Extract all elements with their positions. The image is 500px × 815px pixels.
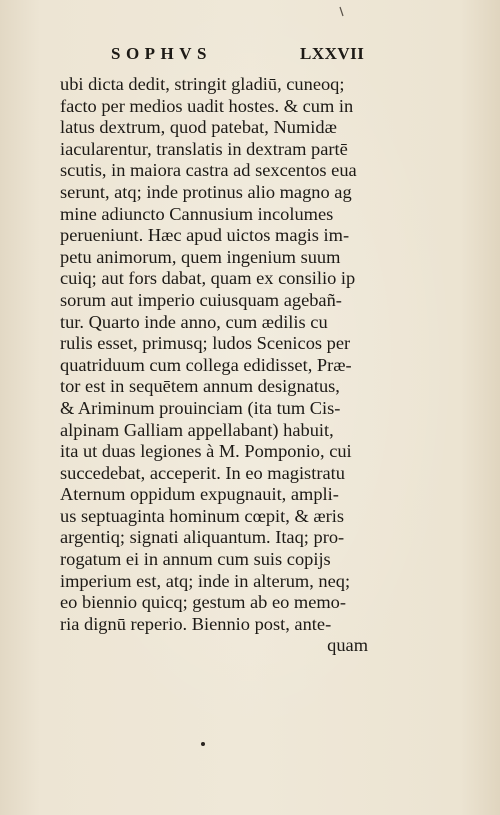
text-line: quatriduum cum collega edidisset, Præ- — [60, 354, 352, 375]
text-line: iacularentur, translatis in dextram partē — [60, 138, 348, 159]
text-line: & Ariminum prouinciam (ita tum Cis- — [60, 397, 341, 418]
text-line: facto per medios uadit hostes. & cum in — [60, 95, 354, 116]
text-line: perueniunt. Hæc apud uictos magis im- — [60, 225, 350, 246]
text-line: alpinam Galliam appellabant) habuit, — [60, 419, 334, 440]
body-text — [60, 74, 368, 657]
text-line: sorum aut imperio cuiusquam agebañ- — [60, 289, 342, 310]
text-line: eo biennio quicq; gestum ab eo memo- — [60, 592, 347, 613]
text-line: Aternum oppidum expugnauit, ampli- — [60, 484, 339, 505]
folio-number: LXXVII — [300, 44, 365, 63]
text-line: tur. Quarto inde anno, cum ædilis cu — [60, 311, 328, 332]
ink-dot — [201, 742, 205, 746]
text-line: cuiq; aut fors dabat, quam ex consilio ip — [60, 268, 356, 289]
text-line: argentiq; signati aliquantum. Itaq; pro- — [60, 527, 345, 548]
text-line: imperium est, atq; inde in alterum, neq; — [60, 570, 351, 591]
running-head — [0, 44, 500, 68]
catchword: quam — [327, 635, 368, 656]
text-line: ubi dicta dedit, stringit gladiū, cuneoq; — [60, 74, 345, 94]
text-line: rulis esset, primusq; ludos Scenicos per — [60, 333, 351, 354]
ink-mark-icon — [337, 6, 347, 18]
text-line: ria dignū reperio. Biennio post, ante- — [60, 613, 332, 634]
text-line: mine adiuncto Cannusium incolumes — [60, 203, 334, 224]
text-line: rogatum ei in annum cum suis copijs — [60, 549, 331, 570]
text-line: serunt, atq; inde protinus alio magno ag — [60, 181, 352, 202]
text-line: scutis, in maiora castra ad sexcentos eua — [60, 160, 357, 181]
text-line: petu animorum, quem ingenium suum — [60, 246, 341, 267]
text-line: succedebat, acceperit. In eo magistratu — [60, 462, 345, 483]
text-line: tor est in sequētem annum designatus, — [60, 376, 340, 397]
running-head-title: SOPHVS — [111, 44, 213, 63]
text-line: us septuaginta hominum cœpit, & æris — [60, 505, 345, 526]
text-line: ita ut duas legiones à M. Pomponio, cui — [60, 441, 352, 462]
text-line: latus dextrum, quod patebat, Numidæ — [60, 117, 337, 138]
